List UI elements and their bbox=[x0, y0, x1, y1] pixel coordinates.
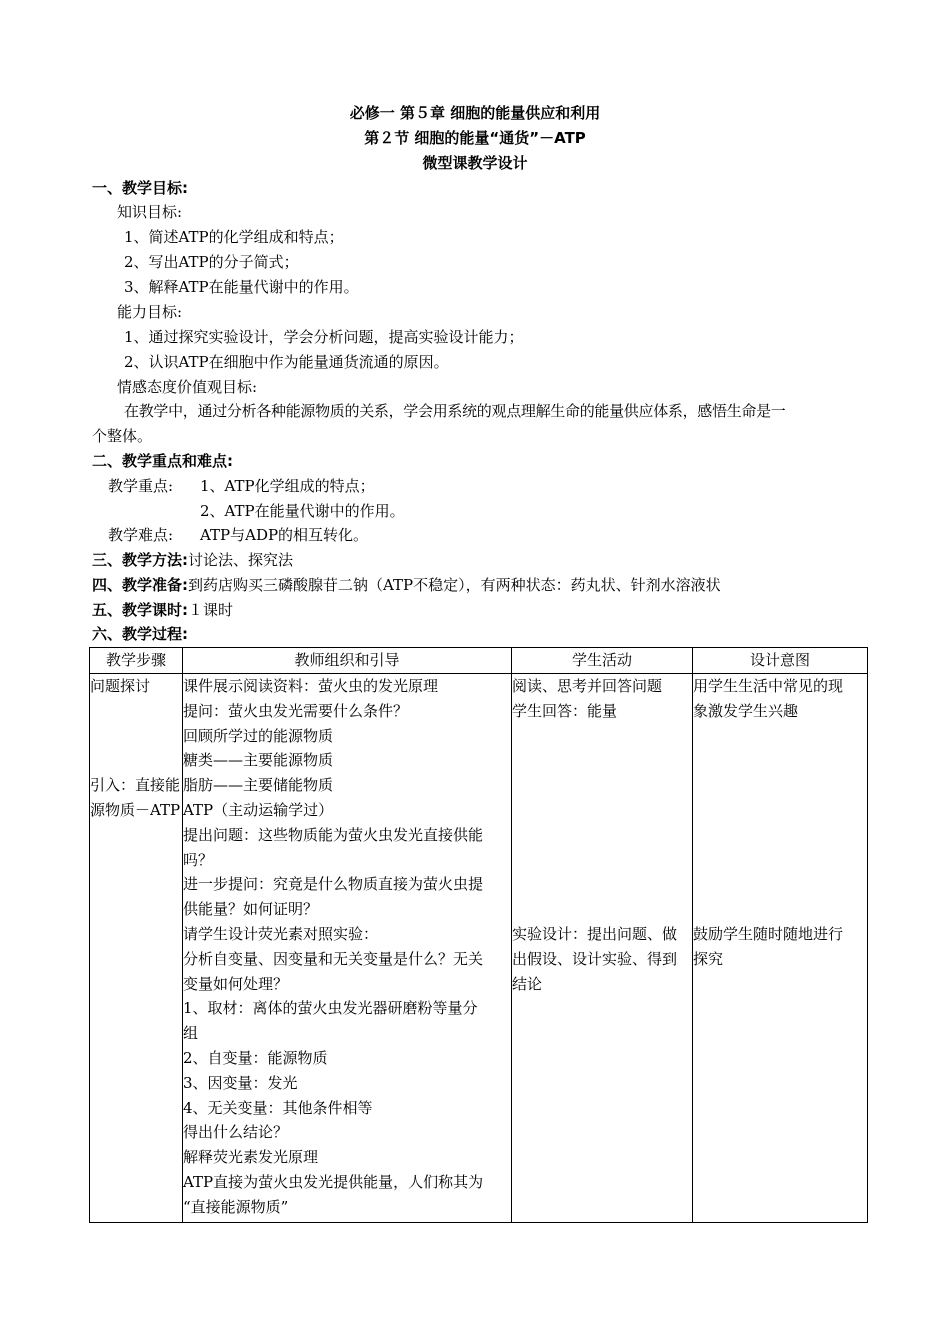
teacher-line: 糖类——主要能源物质 bbox=[183, 751, 334, 770]
student-cell bbox=[512, 674, 693, 1223]
table-header-row bbox=[90, 648, 868, 674]
step-cell bbox=[90, 674, 183, 1223]
ability-item: 1、通过探究实验设计，学会分析问题，提高实验设计能力； bbox=[124, 328, 524, 346]
objectives-heading: 一、教学目标: bbox=[92, 179, 188, 197]
hours-heading: 五、教学课时: bbox=[92, 601, 188, 619]
teacher-cell bbox=[183, 674, 512, 1223]
teacher-line: 变量如何处理？ bbox=[183, 974, 289, 993]
focus-item: 2、ATP在能量代谢中的作用。 bbox=[200, 502, 405, 520]
student-line: 学生回答：能量 bbox=[512, 701, 618, 720]
student-line: 阅读、思考并回答问题 bbox=[512, 677, 663, 695]
knowledge-label: 知识目标: bbox=[117, 203, 183, 221]
hours-row bbox=[92, 598, 233, 622]
difficulty-label: 教学难点: bbox=[108, 526, 174, 544]
preparation-row bbox=[92, 573, 721, 597]
teacher-line: 3、因变量：发光 bbox=[183, 1073, 298, 1092]
teacher-line: “直接能源物质” bbox=[183, 1197, 289, 1216]
intent-line: 探究 bbox=[693, 949, 724, 968]
teacher-line: 课件展示阅读资料：萤火虫的发光原理 bbox=[183, 677, 439, 695]
process-heading: 六、教学过程: bbox=[92, 625, 188, 643]
ability-item: 2、认识ATP在细胞中作为能量通货流通的原因。 bbox=[124, 353, 449, 371]
teacher-line: 请学生设计荧光素对照实验： bbox=[183, 924, 379, 943]
method-heading: 三、教学方法: bbox=[92, 551, 188, 569]
teacher-line: 回顾所学过的能源物质 bbox=[183, 726, 334, 745]
process-table bbox=[89, 647, 868, 1223]
intent-line: 用学生生活中常见的现 bbox=[693, 677, 844, 695]
preparation-heading: 四、教学准备: bbox=[92, 576, 188, 594]
step-line: 问题探讨 bbox=[90, 677, 151, 695]
student-line: 结论 bbox=[512, 974, 543, 993]
step-line: 引入：直接能 bbox=[90, 776, 181, 795]
column-header-intent: 设计意图 bbox=[693, 648, 868, 674]
knowledge-item: 2、写出ATP的分子简式； bbox=[124, 253, 299, 271]
teacher-line: 供能量？如何证明？ bbox=[183, 900, 319, 919]
intent-cell bbox=[693, 674, 868, 1223]
teacher-line: ATP直接为萤火虫发光提供能量，人们称其为 bbox=[183, 1172, 484, 1191]
section-title: 第２节 细胞的能量“通货”－ATP bbox=[364, 129, 586, 147]
column-header-student: 学生活动 bbox=[512, 648, 693, 674]
method-value: 讨论法、探究法 bbox=[188, 551, 294, 569]
focus-item: 1、ATP化学组成的特点； bbox=[200, 477, 375, 495]
teacher-line: 4、无关变量：其他条件相等 bbox=[183, 1098, 373, 1117]
design-title: 微型课教学设计 bbox=[422, 154, 528, 172]
intent-line: 象激发学生兴趣 bbox=[693, 701, 799, 720]
teacher-line: 解释荧光素发光原理 bbox=[183, 1148, 319, 1167]
focus-label: 教学重点: bbox=[108, 477, 174, 495]
teacher-line: ATP（主动运输学过） bbox=[183, 800, 334, 819]
step-line: 源物质－ATP bbox=[90, 800, 181, 819]
teacher-line: 组 bbox=[183, 1024, 199, 1043]
ability-label: 能力目标: bbox=[117, 303, 183, 321]
difficulty-value: ATP与ADP的相互转化。 bbox=[200, 526, 369, 544]
intent-line: 鼓励学生随时随地进行 bbox=[693, 924, 844, 943]
knowledge-item: 3、解释ATP在能量代谢中的作用。 bbox=[124, 278, 359, 296]
student-line: 实验设计：提出问题、做 bbox=[512, 924, 678, 943]
emotion-text: 在教学中，通过分析各种能源物质的关系，学会用系统的观点理解生命的能量供应体系，感悟生命是一 bbox=[124, 402, 786, 420]
teacher-line: 分析自变量、因变量和无关变量是什么？无关 bbox=[183, 949, 484, 968]
preparation-value: 到药店购买三磷酸腺苷二钠（ATP不稳定），有两种状态：药丸状、针剂水溶液状 bbox=[188, 576, 721, 594]
teacher-line: 2、自变量：能源物质 bbox=[183, 1048, 328, 1067]
emotion-label: 情感态度价值观目标: bbox=[117, 378, 258, 396]
method-row bbox=[92, 548, 293, 572]
teacher-line: 进一步提问：究竟是什么物质直接为萤火虫提 bbox=[183, 875, 484, 894]
teacher-line: 得出什么结论？ bbox=[183, 1123, 289, 1142]
hours-value: １课时 bbox=[188, 601, 234, 619]
keypoints-heading: 二、教学重点和难点: bbox=[92, 452, 233, 470]
column-header-step: 教学步骤 bbox=[90, 648, 183, 674]
student-line: 出假设、设计实验、得到 bbox=[512, 949, 678, 968]
table-row bbox=[90, 674, 868, 1223]
teacher-line: 吗？ bbox=[183, 850, 214, 869]
emotion-text-cont: 个整体。 bbox=[92, 427, 153, 445]
teacher-line: 1、取材：离体的萤火虫发光器研磨粉等量分 bbox=[183, 999, 478, 1018]
teacher-line: 提出问题：这些物质能为萤火虫发光直接供能 bbox=[183, 825, 484, 844]
teacher-line: 脂肪——主要储能物质 bbox=[183, 776, 334, 795]
knowledge-item: 1、简述ATP的化学组成和特点； bbox=[124, 228, 344, 246]
column-header-teacher: 教师组织和引导 bbox=[183, 648, 512, 674]
teacher-line: 提问：萤火虫发光需要什么条件？ bbox=[183, 701, 409, 720]
course-title: 必修一 第５章 细胞的能量供应和利用 bbox=[349, 104, 601, 122]
